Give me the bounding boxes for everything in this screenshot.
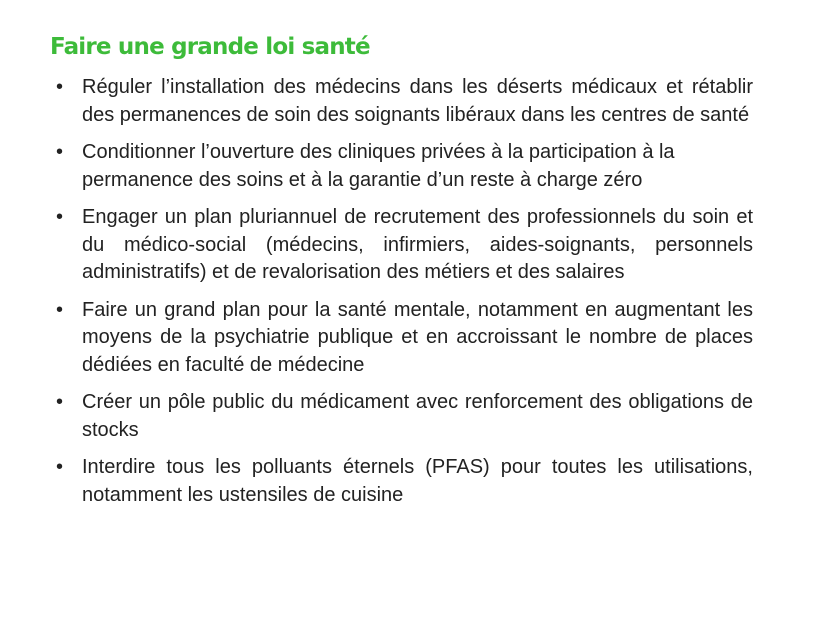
list-item-text: Créer un pôle public du médicament avec renforcement des obligations de stocks — [82, 391, 753, 441]
list-item — [50, 139, 753, 194]
list-item — [50, 297, 753, 380]
list-item — [50, 454, 753, 509]
bullet-list — [50, 74, 753, 519]
list-item-text: Faire un grand plan pour la santé mentale, notamment en augmentant les moyens de la psychiatrie publique et en accroissant le nombre de places dédiées en faculté de médecine — [82, 298, 753, 376]
bullet-icon: • — [56, 391, 64, 413]
bullet-icon: • — [56, 456, 64, 478]
list-item-text: Interdire tous les polluants éternels (PFAS) pour toutes les utilisations, notamment les ustensiles de cuisine — [82, 456, 753, 506]
list-item-text: Réguler l’installation des médecins dans les déserts médicaux et rétablir des permanences de soin des soignants libéraux dans les centres de santé — [82, 76, 753, 126]
bullet-icon: • — [56, 206, 64, 228]
bullet-icon: • — [56, 141, 64, 163]
list-item — [50, 389, 753, 444]
list-item — [50, 204, 753, 287]
section-title: Faire une grande loi santé — [50, 34, 370, 60]
bullet-icon: • — [56, 298, 64, 321]
list-item-text: Engager un plan pluriannuel de recrutement des professionnels du soin et du médico-social (médecins, infirmiers, aides-soignants, personnels administratifs) et de revalorisation des métiers et des salaires — [82, 206, 753, 283]
bullet-icon: • — [56, 76, 64, 98]
list-item — [50, 74, 753, 129]
list-item-text: Conditionner l’ouverture des cliniques privées à la participation à la permanence des soins et à la garantie d’un reste à charge zéro — [82, 141, 675, 191]
